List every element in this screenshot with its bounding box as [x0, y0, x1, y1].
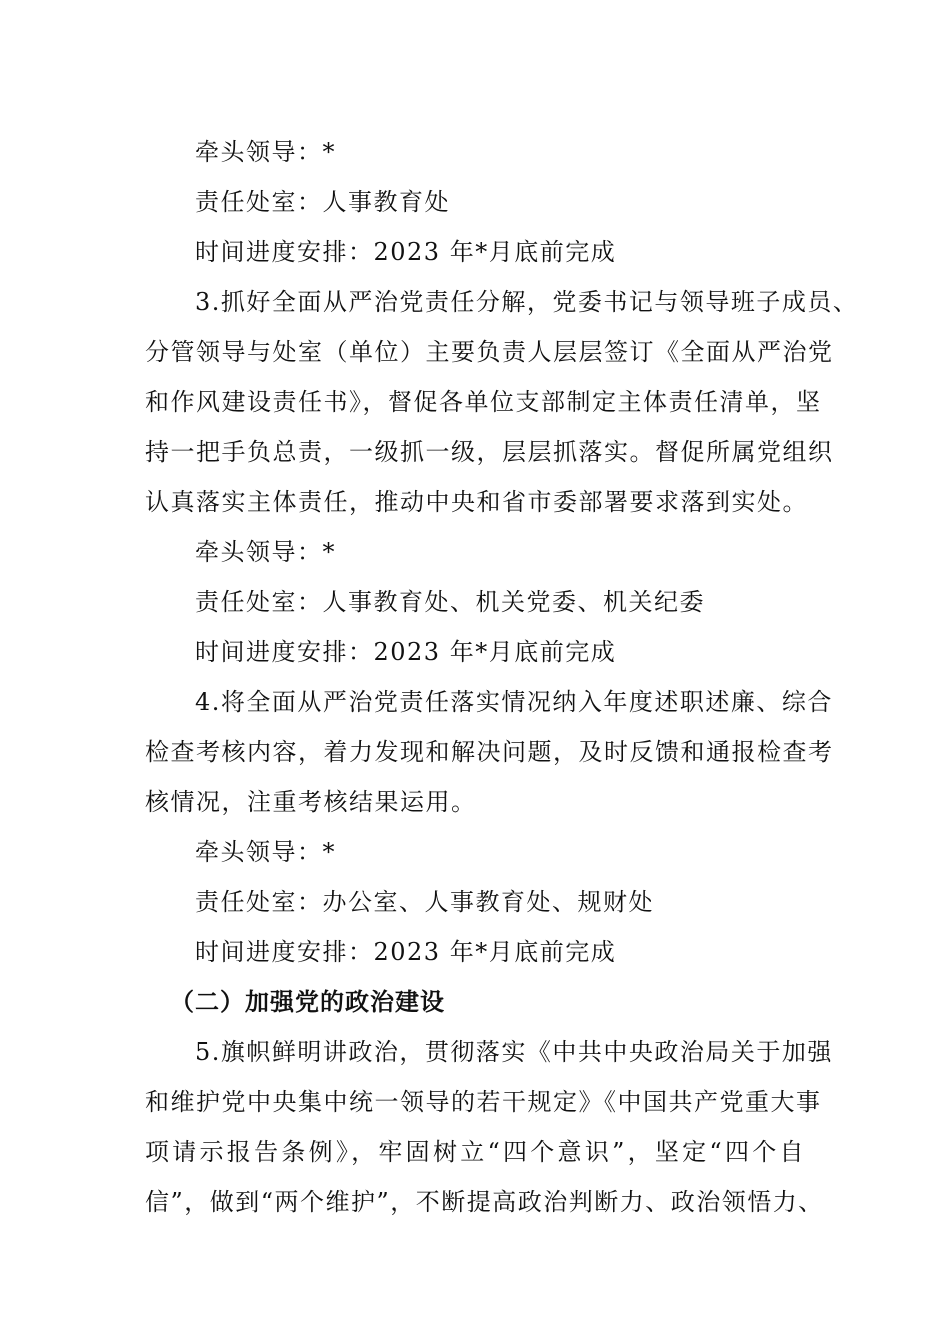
item4-schedule-line: 时间进度安排：2023 年*月底前完成 — [195, 938, 617, 966]
item4-office-line: 责任处室：办公室、人事教育处、规财处 — [195, 888, 654, 916]
section-heading: （二）加强党的政治建设 — [170, 987, 445, 1016]
item3-line-4: 持一把手负总责，一级抓一级，层层抓落实。督促所属党组织 — [145, 438, 834, 466]
lead-office-line: 责任处室：人事教育处 — [195, 188, 450, 216]
item5-line-3: 项请示报告条例》，牢固树立“四个意识”，坚定“四个自 — [145, 1138, 805, 1166]
item3-line-5: 认真落实主体责任，推动中央和省市委部署要求落到实处。 — [145, 488, 808, 516]
item3-line-3: 和作风建设责任书》，督促各单位支部制定主体责任清单，坚 — [145, 388, 822, 416]
lead-schedule-line: 时间进度安排：2023 年*月底前完成 — [195, 238, 617, 266]
item3-line-1: 3.抓好全面从严治党责任分解，党委书记与领导班子成员、 — [195, 288, 859, 316]
item3-leader-line: 牵头领导：* — [195, 538, 336, 566]
item4-leader-line: 牵头领导：* — [195, 838, 336, 866]
item4-line-2: 检查考核内容，着力发现和解决问题，及时反馈和通报检查考 — [145, 738, 834, 766]
item4-line-3: 核情况，注重考核结果运用。 — [145, 788, 477, 816]
item5-line-4: 信”，做到“两个维护”，不断提高政治判断力、政治领悟力、 — [145, 1188, 824, 1216]
item3-office-line: 责任处室：人事教育处、机关党委、机关纪委 — [195, 588, 705, 616]
item3-line-2: 分管领导与处室（单位）主要负责人层层签订《全面从严治党 — [145, 338, 834, 366]
lead-leader-line: 牵头领导：* — [195, 138, 336, 166]
item4-line-1: 4.将全面从严治党责任落实情况纳入年度述职述廉、综合 — [195, 688, 833, 716]
item5-line-1: 5.旗帜鲜明讲政治，贯彻落实《中共中央政治局关于加强 — [195, 1038, 833, 1066]
item5-line-2: 和维护党中央集中统一领导的若干规定》《中国共产党重大事 — [145, 1088, 822, 1116]
item3-schedule-line: 时间进度安排：2023 年*月底前完成 — [195, 638, 617, 666]
